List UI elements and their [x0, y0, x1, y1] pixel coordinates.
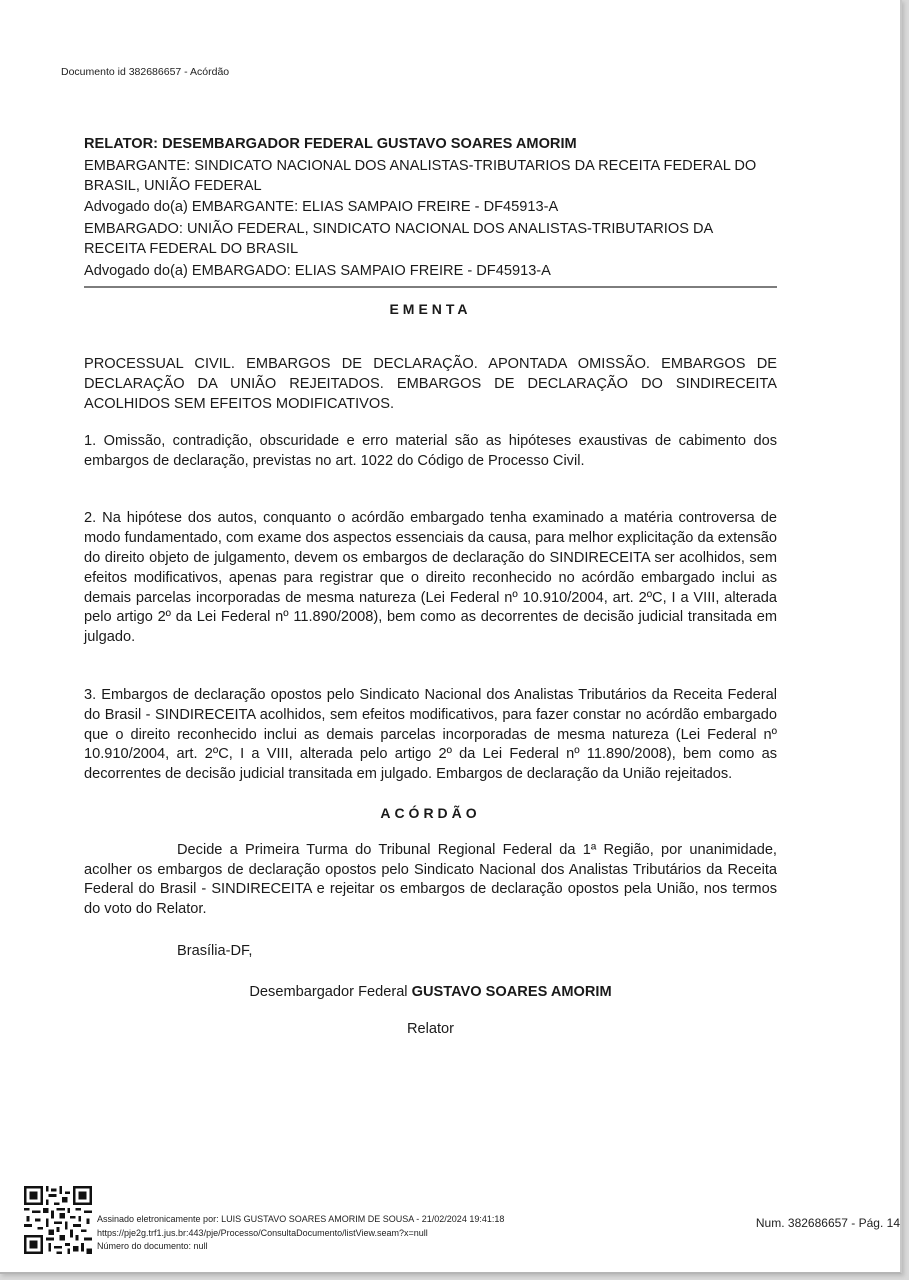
verification-url[interactable]: https://pje2g.trf1.jus.br:443/pje/Processo/ConsultaDocumento/listView.seam?x=null: [97, 1227, 428, 1238]
signer-prefix: Desembargador Federal: [249, 983, 408, 1000]
signer-name: GUSTAVO SOARES AMORIM: [411, 983, 612, 1000]
advogado-embargado-line: Advogado do(a) EMBARGADO: ELIAS SAMPAIO FREIRE - DF45913-A: [84, 262, 551, 279]
ementa-item-2: 2. Na hipótese dos autos, conquanto o acórdão embargado tenha examinado a matéria controversa de modo fundamentado, com exame dos aspectos essenciais da causa, para melhor explicitação da extensão do direito objeto de julgamento, devem os embargos de declaração do SINDIRECEITA ser acolhidos, sem efeitos modificativos, apenas para registrar que o direito reconhecido no acórdão embargado inclui as demais parcelas incorporadas de mesma natureza (Lei Federal nº 10.910/2004, art. 2ºC, I a VIII, alterada pelo artigo 2º da Lei Federal nº 11.890/2008), bem como as decorrentes de decisão judicial transitada em julgado.: [84, 510, 777, 646]
document-number-line: Número do documento: null: [97, 1241, 208, 1251]
ementa-title: EMENTA: [389, 300, 472, 317]
ementa-headline: PROCESSUAL CIVIL. EMBARGOS DE DECLARAÇÃO. APONTADA OMISSÃO. EMBARGOS DE DECLARAÇÃO DA UNIÃO REJEITADOS. EMBARGOS DE DECLARAÇÃO DO SINDIRECEITA ACOLHIDOS SEM EFEITOS MODIFICATIVOS.: [84, 356, 777, 412]
ementa-item-3: 3. Embargos de declaração opostos pelo Sindicato Nacional dos Analistas Tributários da Receita Federal do Brasil - SINDIRECEITA acolhidos, sem efeitos modificativos, para fazer constar no acórdão embargado que o direito reconhecido inclui as demais parcelas incorporadas de mesma natureza (Lei Federal nº 10.910/2004, art. 2ºC, I a VIII, alterada pelo artigo 2º da Lei Federal nº 11.890/2008), bem como as decorrentes de decisão judicial transitada em julgado. Embargos de declaração da União rejeitados.: [84, 686, 777, 783]
advogado-embargante-line: Advogado do(a) EMBARGANTE: ELIAS SAMPAIO FREIRE - DF45913-A: [84, 199, 559, 216]
header-divider: [84, 286, 777, 288]
signer-line: [84, 983, 777, 1003]
signer-role: Relator: [406, 1020, 455, 1037]
document-body: [84, 135, 777, 1039]
embargado-line: EMBARGADO: UNIÃO FEDERAL, SINDICATO NACIONAL DOS ANALISTAS-TRIBUTARIOS DA RECEITA FEDERAL DO BRASIL: [84, 221, 713, 257]
signature-footer: [24, 1186, 904, 1256]
qr-code-icon: [24, 1186, 92, 1254]
relator-line: RELATOR: DESEMBARGADOR FEDERAL GUSTAVO SOARES AMORIM: [84, 136, 577, 152]
embargante-line: EMBARGANTE: SINDICATO NACIONAL DOS ANALISTAS-TRIBUTARIOS DA RECEITA FEDERAL DO BRASIL, UNIÃO FEDERAL: [84, 157, 757, 194]
ementa-item-1: 1. Omissão, contradição, obscuridade e erro material são as hipóteses exaustivas de cabimento dos embargos de declaração, previstas no art. 1022 do Código de Processo Civil.: [84, 432, 777, 469]
acordao-title: ACÓRDÃO: [380, 804, 481, 821]
document-id-label: Documento id 382686657 - Acórdão: [61, 66, 230, 78]
signature-info: [97, 1213, 504, 1254]
signed-by-line: Assinado eletronicamente por: LUIS GUSTAVO SOARES AMORIM DE SOUSA - 21/02/2024 19:41:18: [97, 1214, 505, 1224]
page-reference: Num. 382686657 - Pág. 14: [755, 1216, 900, 1230]
place-line: Brasília-DF,: [177, 942, 253, 959]
parties-block: [84, 135, 777, 282]
acordao-decision: Decide a Primeira Turma do Tribunal Regional Federal da 1ª Região, por unanimidade, acolher os embargos de declaração opostos pelo Sindicato Nacional dos Analistas Tributários da Receita Federal do Brasil - SINDIRECEITA e rejeitar os embargos de declaração opostos pela União, nos termos do voto do Relator.: [84, 841, 777, 918]
